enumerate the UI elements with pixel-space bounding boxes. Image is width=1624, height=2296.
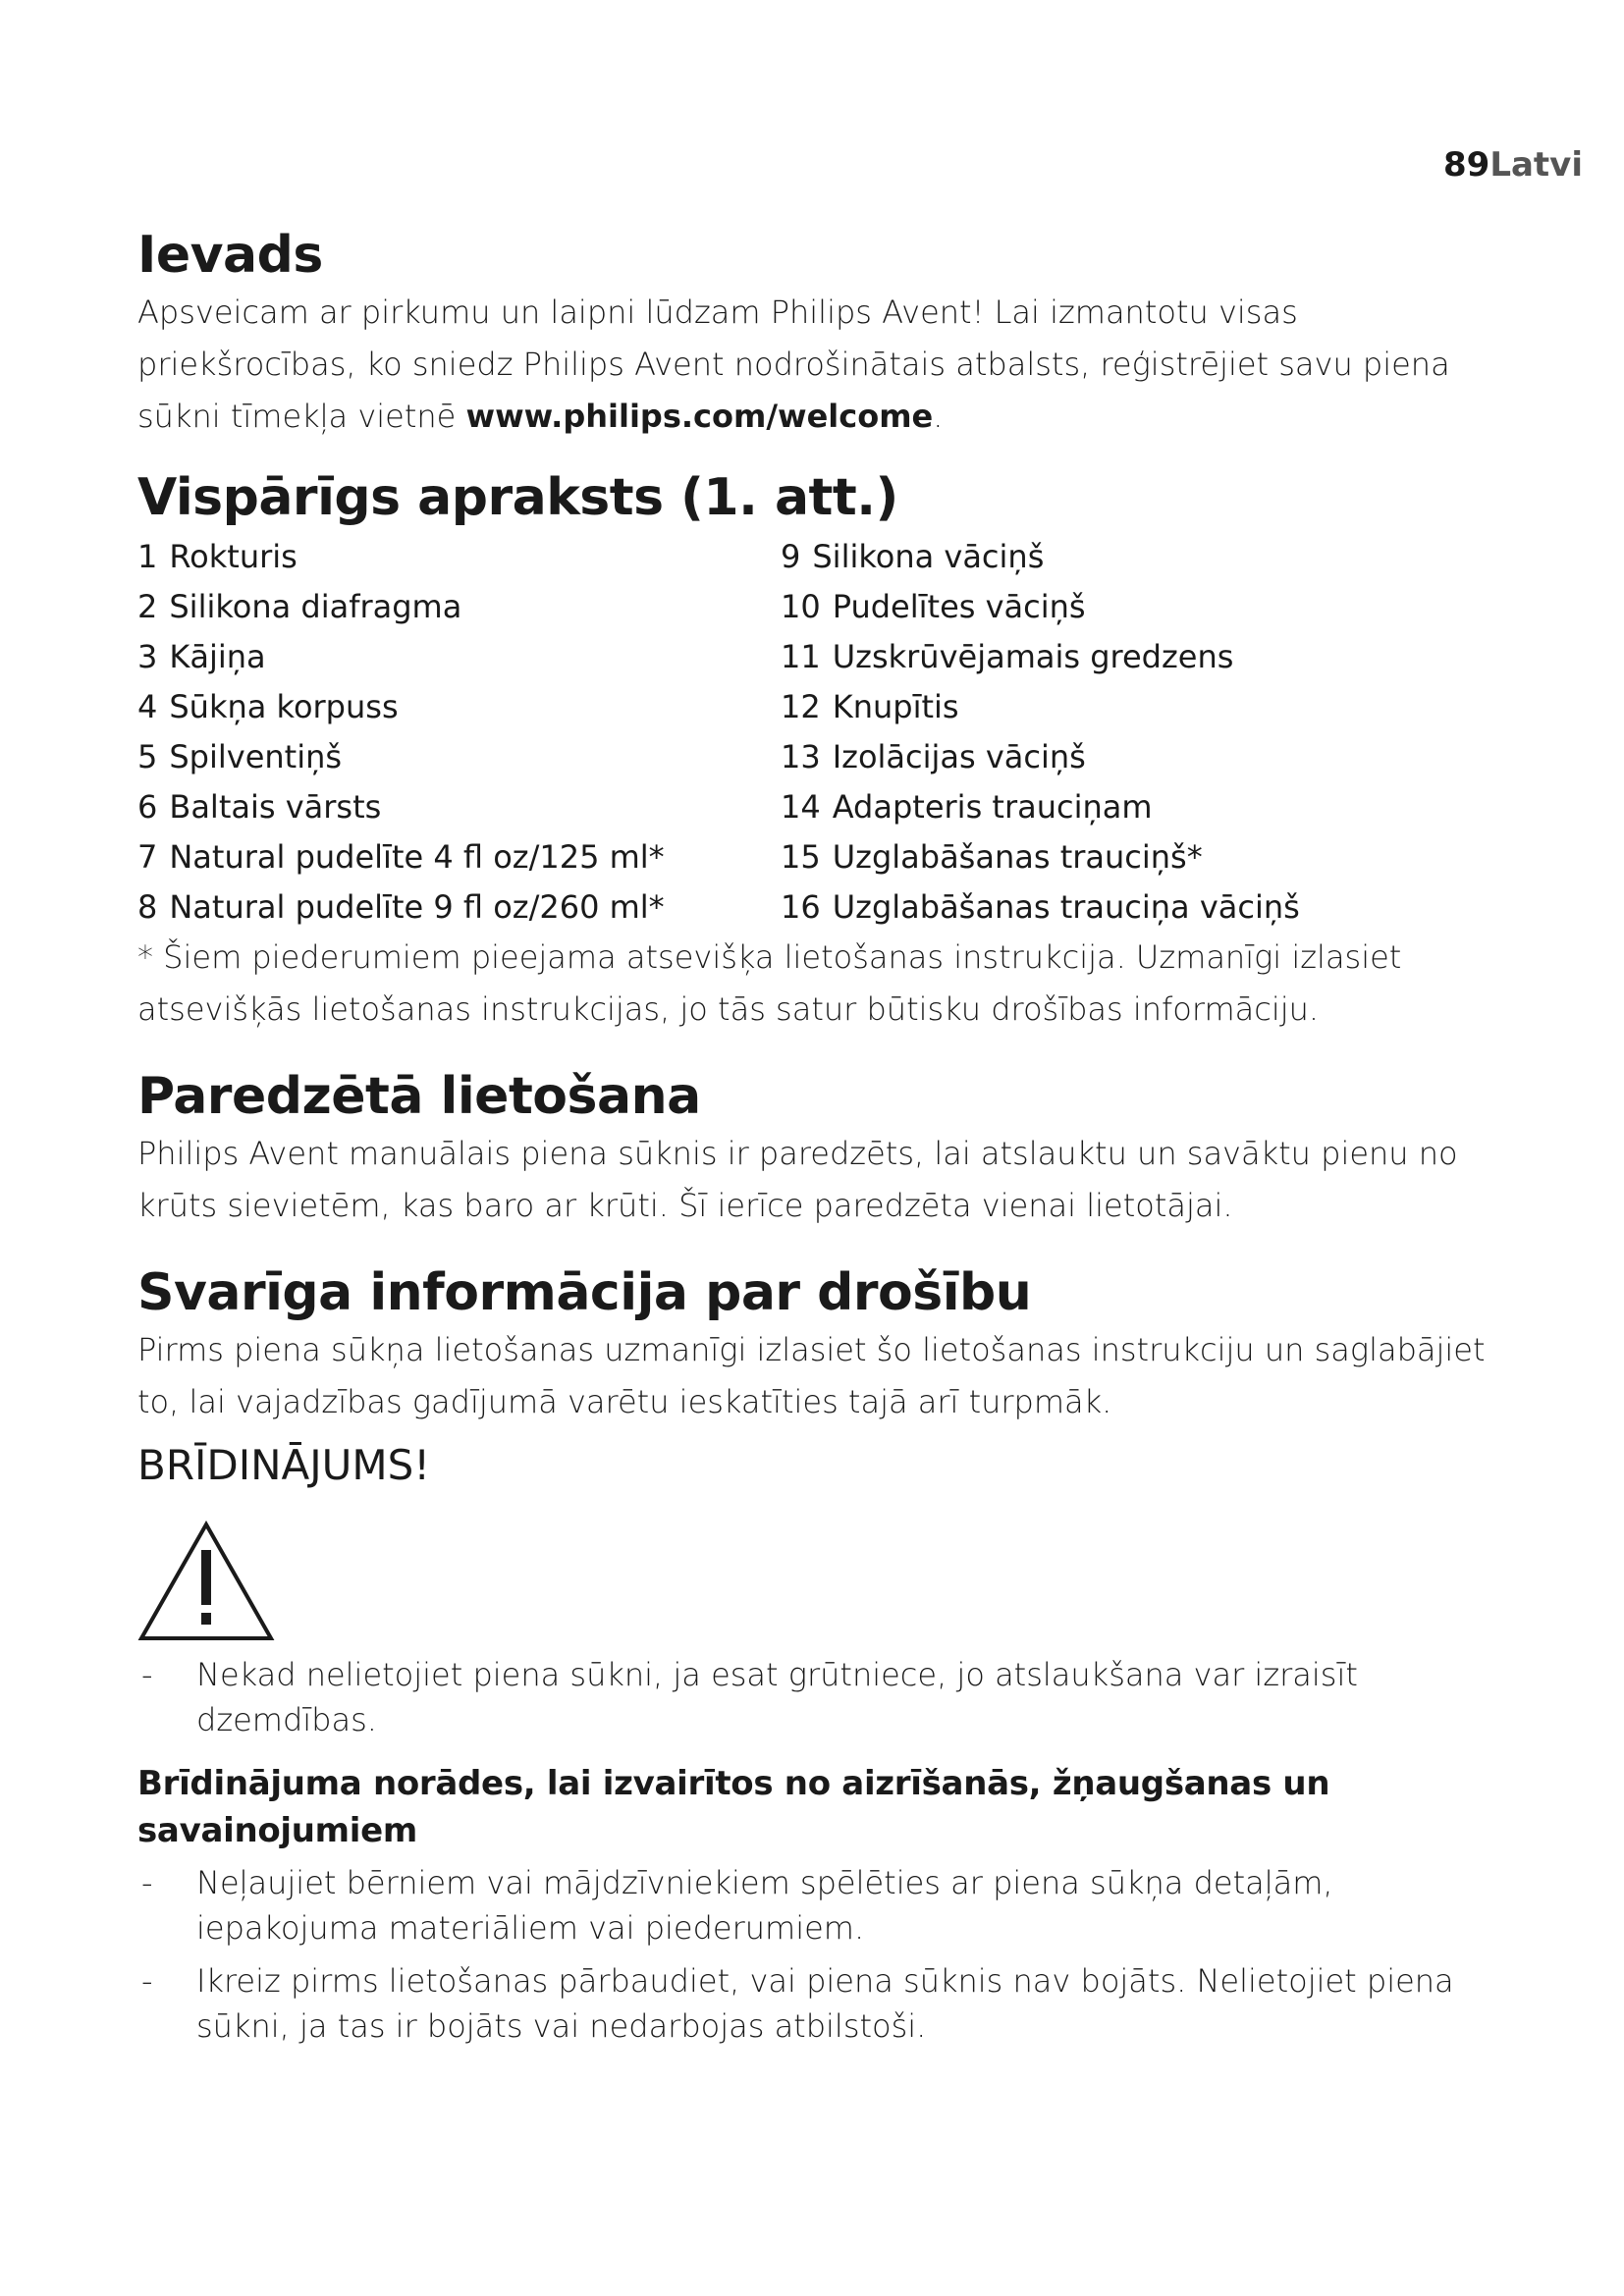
part-item <box>781 681 1468 731</box>
warning-label: BRĪDINĀJUMS! <box>137 1441 431 1489</box>
list-item-text: Neļaujiet bērniem vai mājdzīvniekiem spēlēties ar piena sūkņa detaļām, iepakojuma materiāliem vai piederumiem. <box>196 1864 1333 1947</box>
page-header <box>1443 145 1583 185</box>
part-number: 3 <box>137 637 158 675</box>
part-item <box>781 781 1468 831</box>
list-item <box>137 1652 1512 1742</box>
intended-use-heading: Paredzētā lietošana <box>137 1067 701 1126</box>
part-label: Baltais vārsts <box>169 787 382 826</box>
part-label: Natural pudelīte 4 fl oz/125 ml* <box>169 837 665 876</box>
part-item <box>781 831 1468 881</box>
warning-triangle-icon <box>137 1521 275 1642</box>
part-item <box>781 731 1468 781</box>
part-label: Silikona diafragma <box>169 587 462 625</box>
choking-warning-list <box>137 1860 1512 2049</box>
part-label: Knupītis <box>832 687 959 725</box>
part-item <box>137 631 781 681</box>
part-number: 4 <box>137 687 158 725</box>
part-number: 16 <box>781 887 821 926</box>
part-number: 1 <box>137 537 158 575</box>
welcome-url-link[interactable]: www.philips.com/welcome <box>465 398 934 435</box>
safety-heading: Svarīga informācija par drošību <box>137 1263 1032 1322</box>
part-number: 11 <box>781 637 821 675</box>
part-label: Uzglabāšanas trauciņa vāciņš <box>832 887 1300 926</box>
part-label: Kājiņa <box>169 637 266 675</box>
part-item <box>137 731 781 781</box>
part-item <box>137 581 781 631</box>
part-number: 5 <box>137 737 158 775</box>
part-number: 2 <box>137 587 158 625</box>
part-label: Rokturis <box>169 537 298 575</box>
page-language: Latvi <box>1489 145 1583 185</box>
page-content <box>137 224 1512 2056</box>
bullet-dash: - <box>141 1864 153 1901</box>
part-label: Pudelītes vāciņš <box>832 587 1086 625</box>
bullet-dash: - <box>141 1656 153 1693</box>
part-number: 8 <box>137 887 158 926</box>
safety-text: Pirms piena sūkņa lietošanas uzmanīgi izlasiet šo lietošanas instrukciju un saglabājiet to, lai vajadzības gadījumā varētu ieskatīties tajā arī turpmāk. <box>137 1331 1486 1420</box>
part-number: 13 <box>781 737 821 775</box>
list-item <box>137 1958 1512 2049</box>
bullet-dash: - <box>141 1962 153 2000</box>
choking-warning-subheading: Brīdinājuma norādes, lai izvairītos no aizrīšanās, žņaugšanas un savainojumiem <box>137 1764 1330 1850</box>
list-item-text: Ikreiz pirms lietošanas pārbaudiet, vai piena sūknis nav bojāts. Nelietojiet piena sūkni, ja tas ir bojāts vai nedarbojas atbilstoši. <box>196 1962 1454 2045</box>
part-label: Izolācijas vāciņš <box>832 737 1086 775</box>
part-number: 9 <box>781 537 801 575</box>
part-item <box>781 581 1468 631</box>
part-label: Adapteris trauciņam <box>832 787 1153 826</box>
part-number: 10 <box>781 587 821 625</box>
part-item <box>781 881 1468 932</box>
intro-paragraph <box>137 287 1512 443</box>
part-label: Spilventiņš <box>169 737 343 775</box>
intended-use-text: Philips Avent manuālais piena sūknis ir paredzēts, lai atslauktu un savāktu pienu no krūts sievietēm, kas baro ar krūti. Šī ierīce paredzēta vienai lietotājai. <box>137 1135 1458 1224</box>
part-label: Sūkņa korpuss <box>169 687 399 725</box>
parts-list-right <box>781 531 1468 932</box>
intro-text-end: . <box>933 398 944 435</box>
part-label: Uzskrūvējamais gredzens <box>832 637 1234 675</box>
intro-text: Apsveicam ar pirkumu un laipni lūdzam Philips Avent! Lai izmantotu visas priekšrocības, ko sniedz Philips Avent nodrošinātais atbalsts, reģistrējiet savu piena sūkni tīmekļa vietnē <box>137 294 1450 435</box>
part-item <box>137 781 781 831</box>
overview-heading: Vispārīgs apraksts (1. att.) <box>137 468 898 527</box>
part-label: Natural pudelīte 9 fl oz/260 ml* <box>169 887 665 926</box>
list-item-text: Nekad nelietojiet piena sūkni, ja esat grūtniece, jo atslaukšana var izraisīt dzemdības. <box>196 1656 1358 1738</box>
part-item <box>781 631 1468 681</box>
parts-list-left <box>137 531 781 932</box>
part-number: 7 <box>137 837 158 876</box>
part-label: Uzglabāšanas trauciņš* <box>832 837 1203 876</box>
part-item <box>137 531 781 581</box>
part-item <box>137 881 781 932</box>
part-number: 12 <box>781 687 821 725</box>
warning-list <box>137 1652 1512 1742</box>
page-number: 89 <box>1442 145 1490 185</box>
overview-footnote: * Šiem piederumiem pieejama atsevišķa lietošanas instrukcija. Uzmanīgi izlasiet atsevišķās lietošanas instrukcijas, jo tās satur būtisku drošības informāciju. <box>137 938 1402 1028</box>
list-item <box>137 1860 1512 1950</box>
part-number: 6 <box>137 787 158 826</box>
part-item <box>781 531 1468 581</box>
part-label: Silikona vāciņš <box>812 537 1045 575</box>
part-item <box>137 831 781 881</box>
parts-list <box>137 531 1512 932</box>
part-number: 14 <box>781 787 821 826</box>
part-item <box>137 681 781 731</box>
part-number: 15 <box>781 837 821 876</box>
intro-heading: Ievads <box>137 226 323 285</box>
